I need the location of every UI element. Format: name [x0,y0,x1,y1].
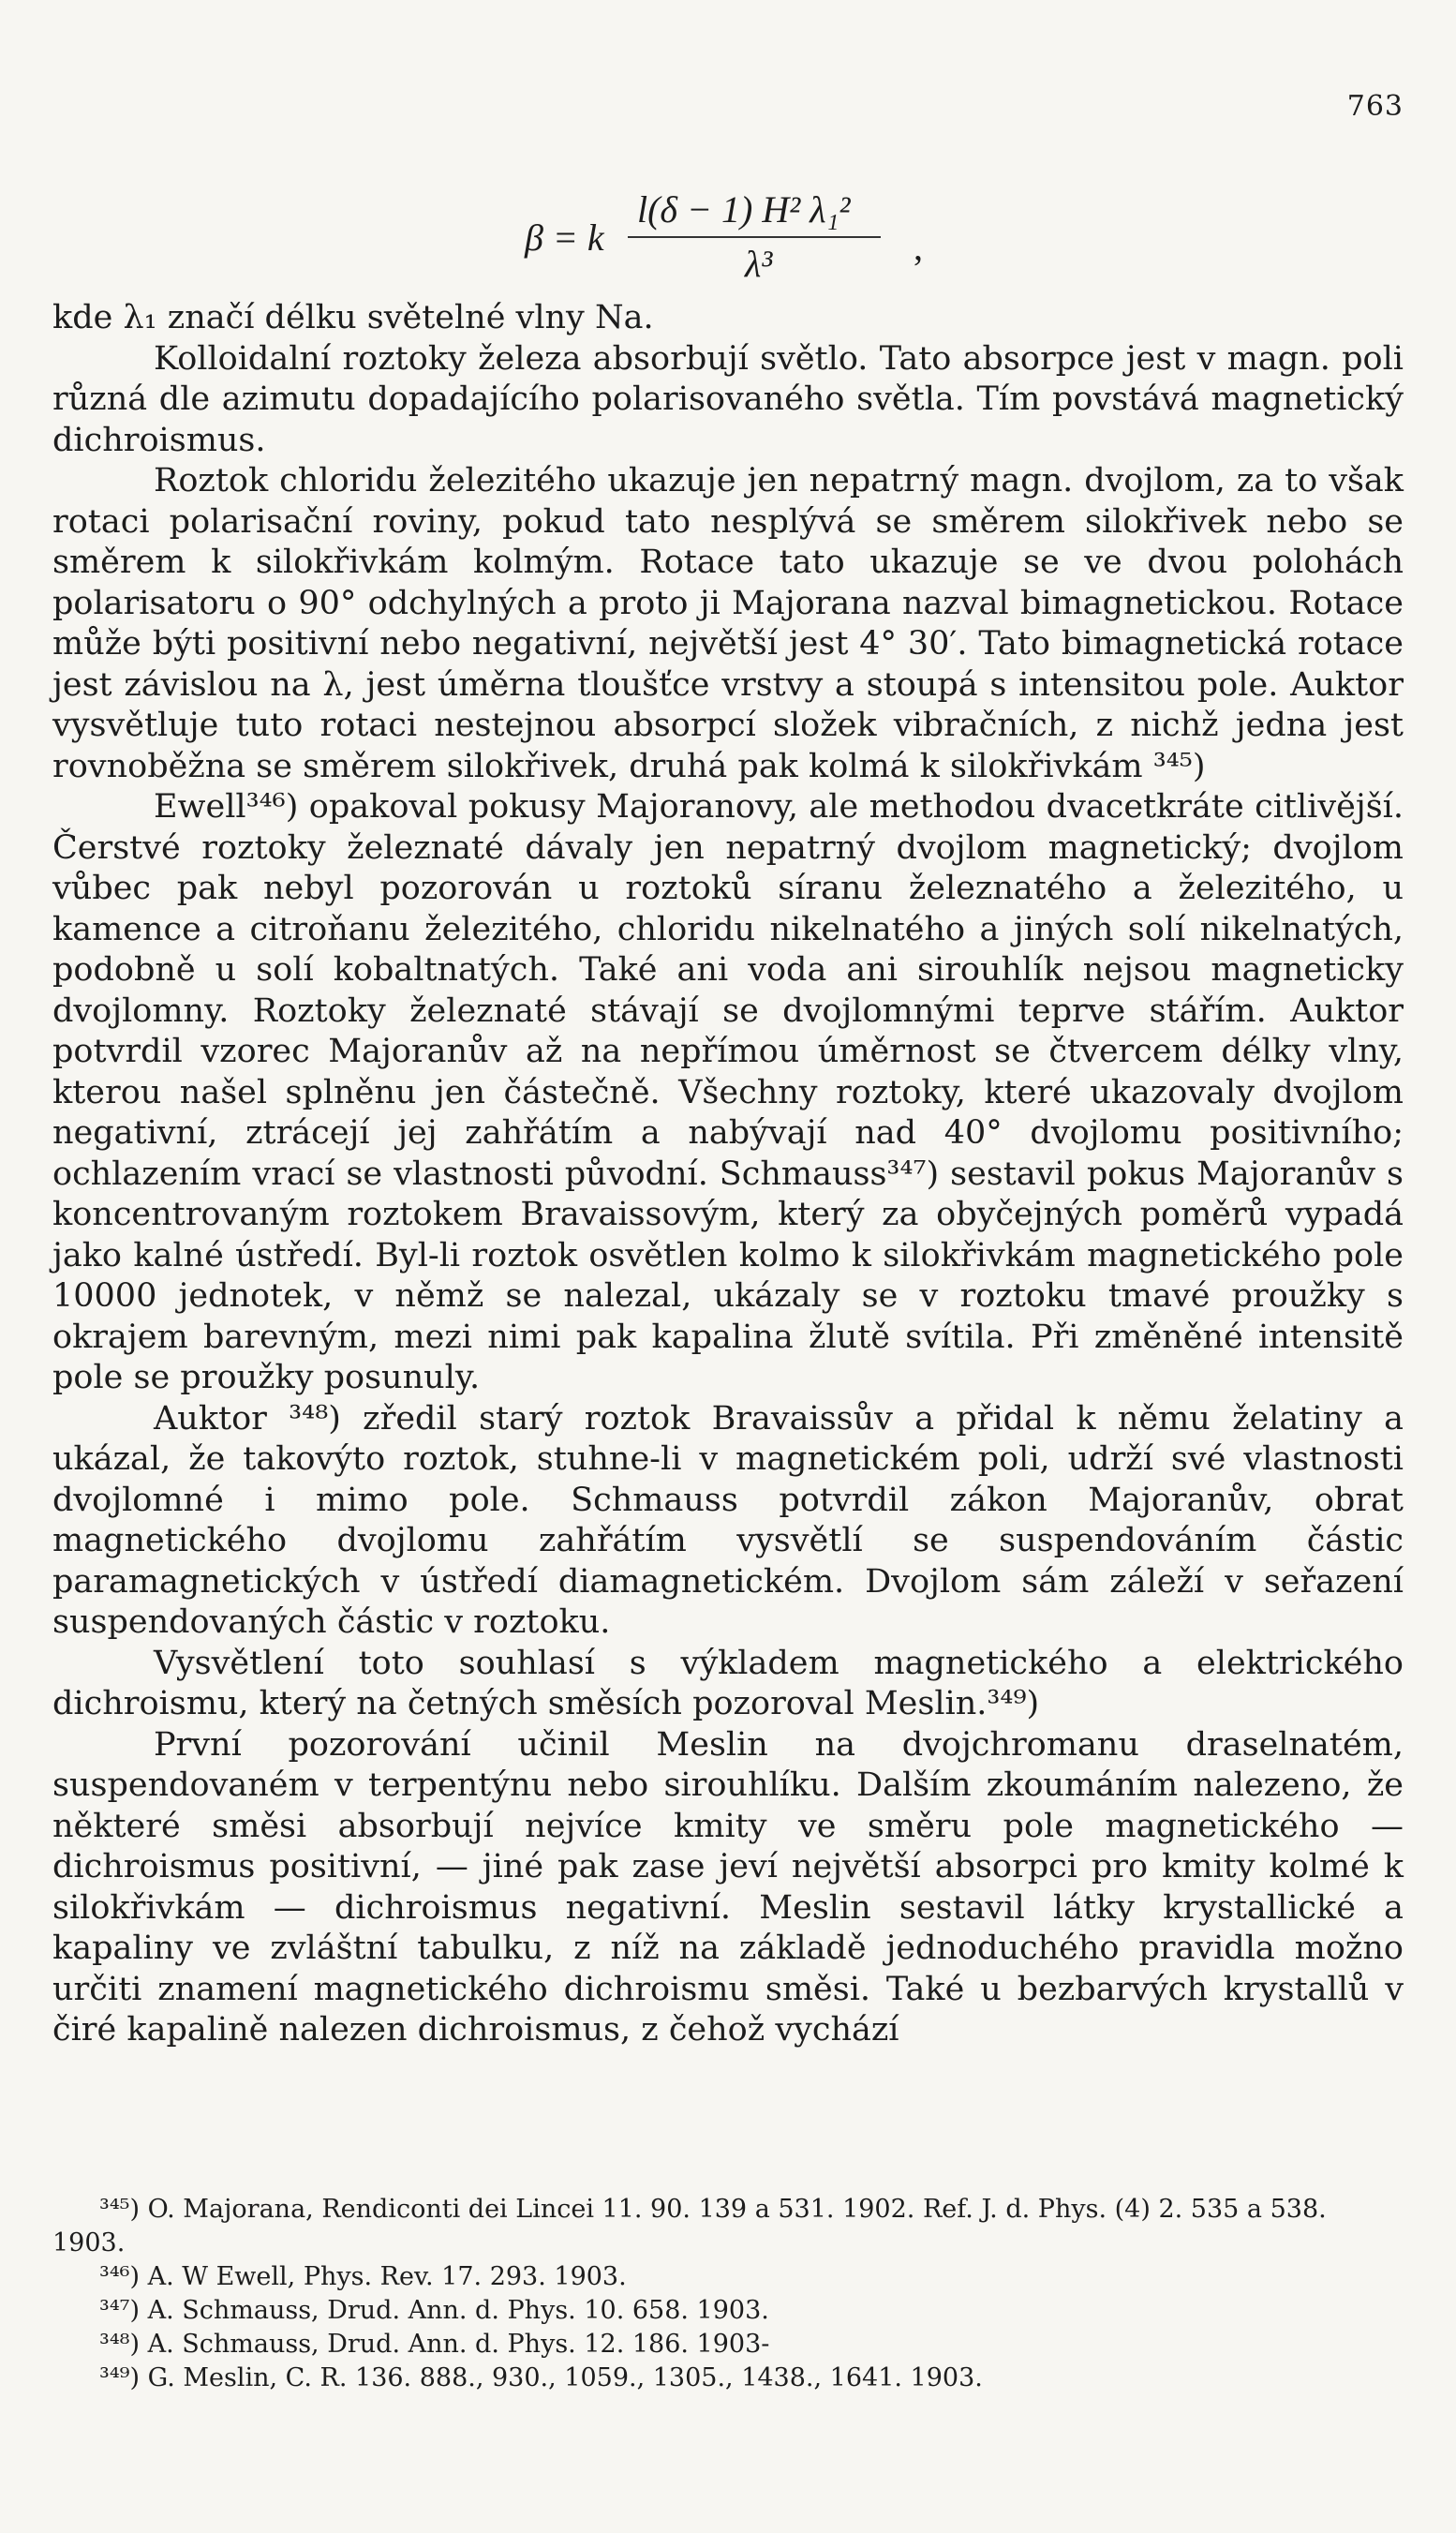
footnote: ³⁴⁷) A. Schmauss, Drud. Ann. d. Phys. 10. 658. 1903. [99,2296,769,2325]
paragraph: Kolloidalní roztoky železa absorbují světlo. Tato absorpce jest v magn. poli různá dle azimutu dopadajícího polarisovaného světla. Tím povstává magnetický dichroismus. [52,339,1404,459]
footnote: ³⁴⁶) A. W Ewell, Phys. Rev. 17. 293. 1903. [99,2262,627,2291]
formula [525,187,956,291]
formula-denominator: λ³ [745,243,773,285]
footnote: ³⁴⁸) A. Schmauss, Drud. Ann. d. Phys. 12. 186. 1903- [99,2330,770,2359]
footnotes [52,2193,1404,2395]
main-text [52,298,1404,2051]
formula-lhs: β = k [525,216,604,259]
fraction-bar [628,236,881,238]
paragraph: kde λ₁ značí délku světelné vlny Na. [52,299,654,336]
paragraph: Roztok chloridu železitého ukazuje jen nepatrný magn. dvojlom, za to však rotaci polarisační roviny, pokud tato nesplývá se směrem silokřivek nebo se směrem k silokřivkám kolmým. Rotace tato ukazuje se ve dvou polohách polarisatoru o 90° odchylných a proto ji Majorana nazval bimagnetickou. Rotace může býti positivní nebo negativní, největší jest 4° 30′. Tato bimagnetická rotace jest závislou na λ, jest úměrna tloušťce vrstvy a stoupá s intensitou pole. Auktor vysvětluje tuto rotaci nestejnou absorpcí složek vibračních, z nichž jedna jest rovnoběžna se směrem silokřivek, druhá pak kolmá k silokřivkám ³⁴⁵) [52,462,1404,785]
page-number: 763 [1346,90,1404,123]
paragraph: Vysvětlení toto souhlasí s výkladem magnetického a elektrického dichroismu, který na četných směsích pozoroval Meslin.³⁴⁹) [52,1644,1404,1722]
paragraph: První pozorování učinil Meslin na dvojchromanu draselnatém, suspendovaném v terpentýnu nebo sirouhlíku. Dalším zkoumáním nalezeno, že některé směsi absorbují nejvíce kmity ve směru pole magnetického — dichroismus positivní, — jiné pak zase jeví největší absorpci pro kmity kolmé k silokřivkám — dichroismus negativní. Meslin sestavil látky krystallické a kapaliny ve zvláštní tabulku, z níž na základě jednoduchého pravidla možno určiti znamení magnetického dichroismu směsi. Také u bezbarvých krystallů v čiré kapalině nalezen dichroismus, z čehož vychází [52,1725,1404,2049]
formula-numerator: l(δ − 1) H² λ₁² [637,188,851,231]
footnote: ³⁴⁵) O. Majorana, Rendiconti dei Lincei 11. 90. 139 a 531. 1902. Ref. J. d. Phys. (4) 2. 535 a 538. 1903. [52,2195,1327,2257]
footnote: ³⁴⁹) G. Meslin, C. R. 136. 888., 930., 1059., 1305., 1438., 1641. 1903. [99,2363,983,2392]
paragraph: Auktor ³⁴⁸) zředil starý roztok Bravaissův a přidal k němu želatiny a ukázal, že takovýto roztok, stuhne-li v magnetickém poli, udrží své vlastnosti dvojlomné i mimo pole. Schmauss potvrdil zákon Majoranův, obrat magnetického dvojlomu zahřátím vysvětlí se suspendováním částic paramagnetických v ústředí diamagnetickém. Dvojlom sám záleží v seřazení suspendovaných částic v roztoku. [52,1399,1404,1641]
formula-trailing: , [914,226,923,268]
paragraph: Ewell³⁴⁶) opakoval pokusy Majoranovy, ale methodou dvacetkráte citlivější. Čerstvé roztoky železnaté dávaly jen nepatrný dvojlom magnetický; dvojlom vůbec pak nebyl pozorován u roztoků síranu železnatého a železitého, u kamence a citroňanu železitého, chloridu nikelnatého a jiných solí nikelnatých, podobně u solí kobaltnatých. Také ani voda ani sirouhlík nejsou magneticky dvojlomny. Roztoky železnaté stávají se dvojlomnými teprve stářím. Auktor potvrdil vzorec Majoranův až na nepřímou úměrnost se čtvercem délky vlny, kterou našel splněnu jen částečně. Všechny roztoky, které ukazovaly dvojlom negativní, ztrácejí jej zahřátím a nabývají nad 40° dvojlomu positivního; ochlazením vrací se vlastnosti původní. Schmauss³⁴⁷) sestavil pokus Majoranův s koncentrovaným roztokem Bravaissovým, který za obyčejných poměrů vypadá jako kalné ústředí. Byl-li roztok osvětlen kolmo k silokřivkám magnetického pole 10000 jednotek, v němž se nalezal, ukázaly se v roztoku tmavé proužky s okrajem barevným, mezi nimi pak kapalina žlutě svítila. Při změněné intensitě pole se proužky posunuly. [52,788,1404,1396]
